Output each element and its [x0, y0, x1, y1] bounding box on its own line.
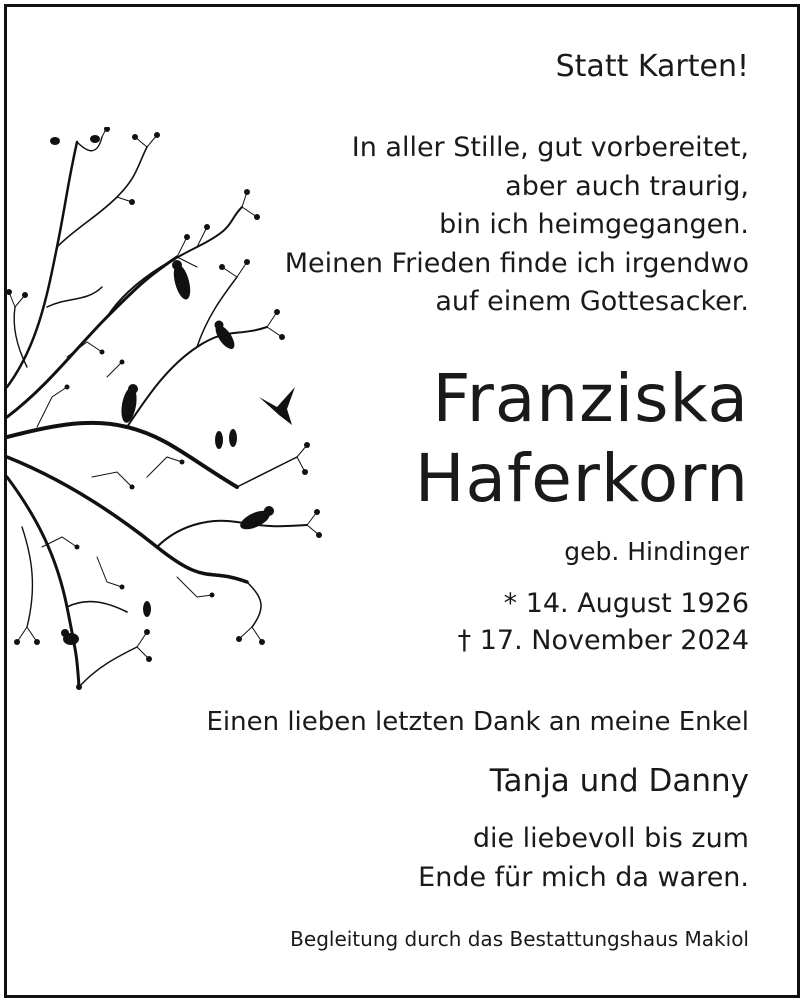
poem-line: Meinen Frieden finde ich irgendwo — [284, 247, 749, 279]
poem-line: bin ich heimgegangen. — [439, 209, 749, 240]
notice-heading: Statt Karten! — [555, 49, 749, 84]
poem-line: aber auch traurig, — [505, 170, 749, 202]
death-date: † 17. November 2024 — [457, 625, 749, 656]
closing-line: die liebevoll bis zum — [472, 823, 749, 854]
poem-line: In aller Stille, gut vorbereitet, — [351, 132, 749, 163]
birth-date: * 14. August 1926 — [503, 588, 749, 619]
maiden-name: geb. Hindinger — [564, 537, 749, 566]
deceased-name — [415, 359, 749, 519]
poem — [285, 129, 749, 322]
thanks-intro: Einen lieben letzten Dank an meine Enkel — [206, 707, 749, 737]
closing-line: Ende für mich da waren. — [418, 862, 749, 893]
funeral-home-note: Begleitung durch das Bestattungshaus Makiol — [290, 927, 749, 951]
tree-with-birds-illustration — [7, 127, 327, 697]
poem-line: auf einem Gottesacker. — [435, 286, 749, 317]
last-name: Haferkorn — [414, 440, 749, 517]
obituary-card — [4, 4, 800, 998]
first-name: Franziska — [432, 360, 749, 437]
thanks-closing — [418, 819, 749, 897]
grandchildren-names: Tanja und Danny — [489, 763, 749, 799]
life-dates — [458, 585, 749, 659]
